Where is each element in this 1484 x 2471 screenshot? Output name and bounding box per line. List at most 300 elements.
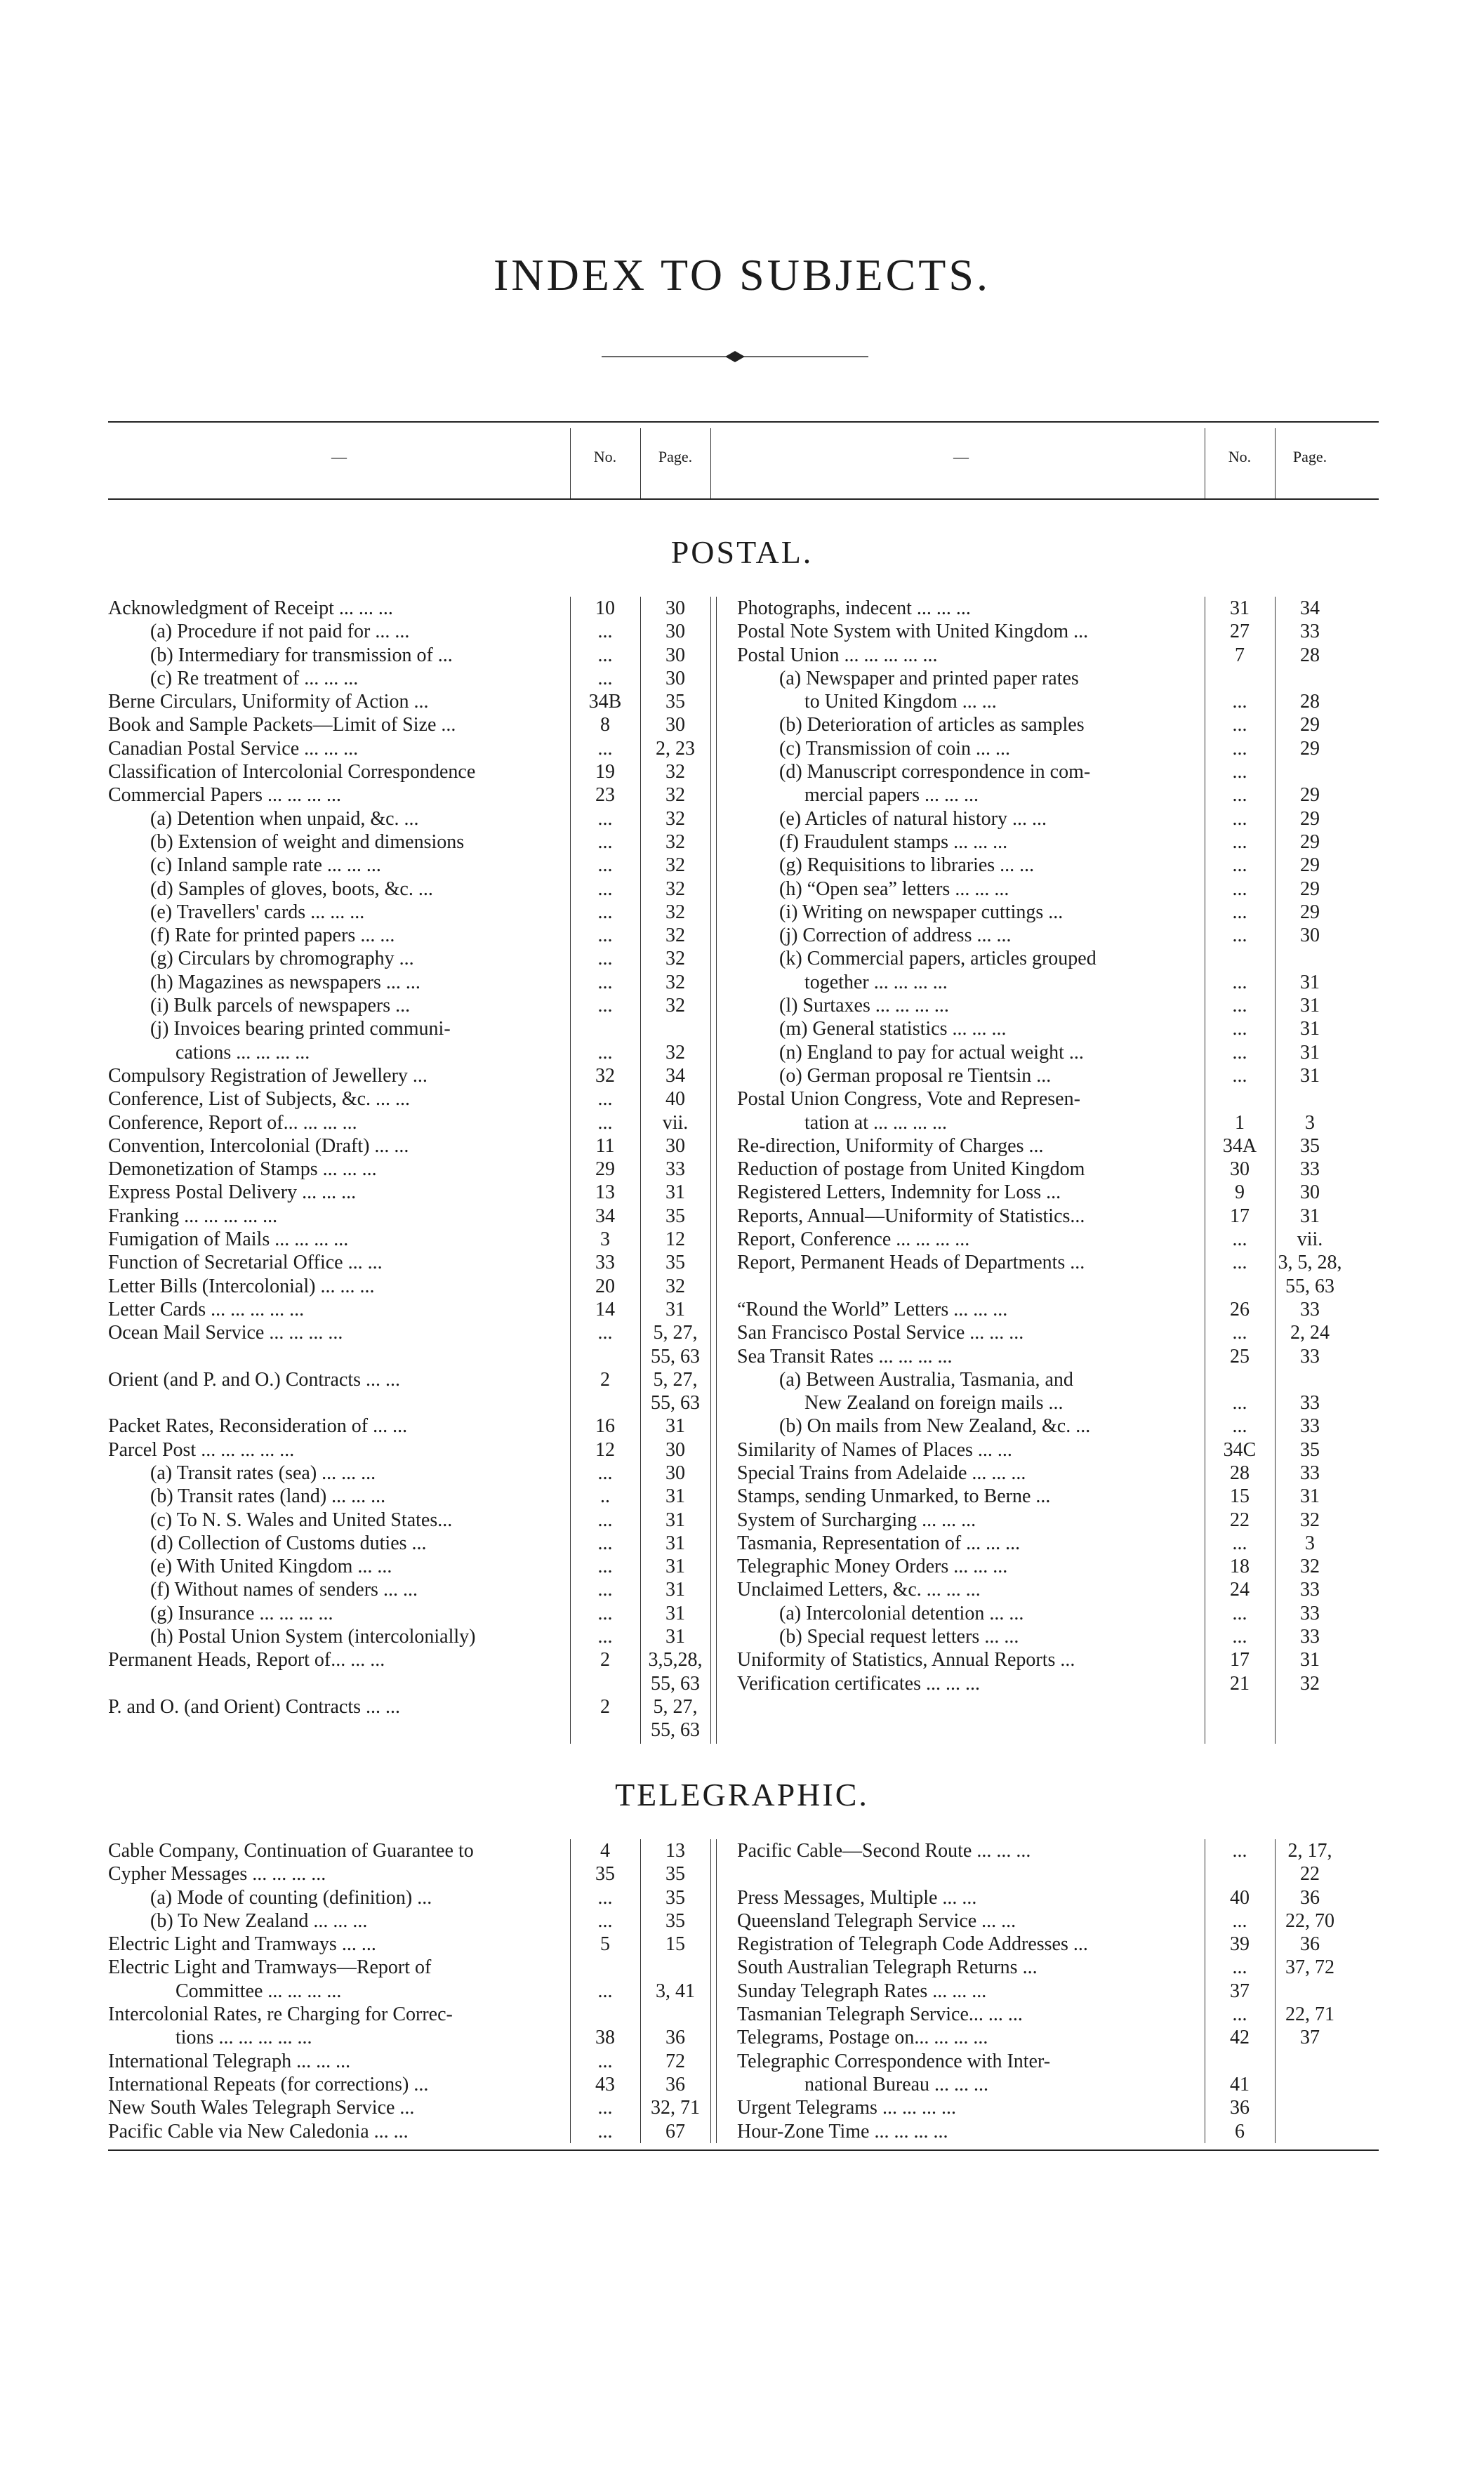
index-entry bbox=[737, 2120, 1341, 2143]
entry-page: 33 bbox=[1300, 1345, 1320, 1367]
index-entry bbox=[108, 1298, 710, 1321]
entry-number: ... bbox=[597, 1532, 613, 1554]
title-ornament bbox=[602, 350, 868, 364]
entry-subject: (e) Travellers' cards ... ... ... bbox=[150, 901, 365, 923]
entry-page: vii. bbox=[1297, 1228, 1323, 1251]
index-entry bbox=[108, 994, 710, 1017]
index-entry bbox=[108, 1251, 710, 1274]
entry-page: 33 bbox=[1300, 1392, 1320, 1415]
entry-number: ... bbox=[1232, 1252, 1247, 1274]
entry-page: 33 bbox=[1300, 621, 1320, 643]
entry-page: 5, 27, bbox=[653, 1695, 698, 1718]
index-entry bbox=[737, 1862, 1341, 1886]
entry-subject: Queensland Telegraph Service ... ... bbox=[737, 1909, 1016, 1932]
entry-subject: (h) Magazines as newspapers ... ... bbox=[150, 971, 420, 993]
index-entry bbox=[737, 1509, 1341, 1532]
index-entry bbox=[737, 1205, 1341, 1228]
entry-subject: Parcel Post ... ... ... ... ... bbox=[108, 1438, 295, 1461]
entry-page: 28 bbox=[1300, 644, 1320, 666]
entry-subject: (e) With United Kingdom ... ... bbox=[150, 1556, 392, 1578]
entry-number: ... bbox=[597, 2120, 613, 2142]
entry-page: 32 bbox=[665, 830, 685, 853]
entry-subject: San Francisco Postal Service ... ... ... bbox=[737, 1322, 1024, 1344]
entry-page: 30 bbox=[665, 644, 685, 666]
entry-number: ... bbox=[597, 1909, 613, 1932]
header-page-left: Page. bbox=[658, 448, 693, 465]
entry-number: 29 bbox=[595, 1158, 615, 1181]
entry-page: 40 bbox=[665, 1088, 685, 1111]
entry-page: 30 bbox=[665, 597, 685, 619]
entry-number: ... bbox=[1232, 1018, 1247, 1040]
entry-page: 2, 17, bbox=[1287, 1840, 1332, 1862]
index-entry bbox=[108, 1134, 710, 1158]
index-entry bbox=[108, 1909, 710, 1933]
entry-subject: (b) To New Zealand ... ... ... bbox=[150, 1909, 368, 1932]
entry-subject: Pacific Cable—Second Route ... ... ... bbox=[737, 1840, 1031, 1862]
entry-page: 31 bbox=[665, 1298, 685, 1320]
postal-right-column bbox=[737, 597, 1341, 1695]
entry-page: 32 bbox=[665, 761, 685, 783]
entry-subject: (h) “Open sea” letters ... ... ... bbox=[779, 877, 1009, 900]
entry-number: ... bbox=[597, 1509, 613, 1531]
entry-subject: Verification certificates ... ... ... bbox=[737, 1672, 980, 1695]
entry-page: 37, 72 bbox=[1285, 1956, 1334, 1979]
entry-page: 31 bbox=[665, 1509, 685, 1531]
entry-number: 14 bbox=[595, 1298, 615, 1320]
entry-number: 16 bbox=[595, 1415, 615, 1438]
index-entry bbox=[108, 1695, 710, 1718]
entry-page: 28 bbox=[1300, 691, 1320, 713]
index-entry bbox=[108, 1956, 710, 1979]
index-entry bbox=[737, 1956, 1341, 1979]
entry-number: ... bbox=[1232, 761, 1247, 783]
entry-page: 31 bbox=[665, 1532, 685, 1554]
entry-page: 31 bbox=[1300, 971, 1320, 993]
entry-number: ... bbox=[597, 667, 613, 689]
entry-number: ... bbox=[1232, 714, 1247, 736]
entry-subject: Postal Note System with United Kingdom ... bbox=[737, 621, 1089, 643]
entry-page: 32 bbox=[665, 1041, 685, 1064]
index-entry bbox=[737, 830, 1341, 854]
entry-subject: Pacific Cable via New Caledonia ... ... bbox=[108, 2120, 409, 2142]
index-entry bbox=[108, 1228, 710, 1251]
entry-subject: International Repeats (for corrections) ... bbox=[108, 2073, 429, 2095]
entry-page: 15 bbox=[665, 1933, 685, 1956]
entry-subject: (b) On mails from New Zealand, &c. ... bbox=[779, 1415, 1091, 1438]
entry-page: 32 bbox=[665, 1275, 685, 1297]
index-entry bbox=[737, 1345, 1341, 1368]
index-entry bbox=[108, 1886, 710, 1909]
entry-number: 11 bbox=[595, 1134, 615, 1157]
entry-number: ... bbox=[1232, 854, 1247, 877]
entry-number: ... bbox=[597, 1041, 613, 1064]
entry-page: 35 bbox=[665, 1252, 685, 1274]
entry-subject: (b) Special request letters ... ... bbox=[779, 1626, 1019, 1648]
entry-subject: (c) Re treatment of ... ... ... bbox=[150, 667, 359, 689]
entry-number: 1 bbox=[1235, 1111, 1245, 1134]
entry-number: 10 bbox=[595, 597, 615, 619]
index-entry bbox=[737, 1462, 1341, 1485]
index-entry bbox=[737, 2050, 1341, 2073]
entry-page: 37 bbox=[1300, 2027, 1320, 2049]
entry-number: ... bbox=[597, 1980, 613, 2002]
header-no-left: No. bbox=[593, 448, 617, 465]
entry-page: 35 bbox=[665, 691, 685, 713]
entry-number: 5 bbox=[600, 1933, 610, 1956]
entry-page: 30 bbox=[665, 714, 685, 736]
entry-page: 36 bbox=[665, 2027, 685, 2049]
entry-number: 36 bbox=[1230, 2097, 1250, 2119]
entry-page: 31 bbox=[1300, 1485, 1320, 1508]
entry-subject: Franking ... ... ... ... ... bbox=[108, 1205, 278, 1227]
entry-subject: Telegraphic Correspondence with Inter- bbox=[737, 2050, 1051, 2072]
bottom-rule bbox=[108, 2149, 1379, 2151]
entry-subject: (e) Articles of natural history ... ... bbox=[779, 807, 1047, 830]
entry-number: 2 bbox=[600, 1649, 610, 1671]
entry-subject: Sea Transit Rates ... ... ... ... bbox=[737, 1345, 953, 1367]
entry-subject: New South Wales Telegraph Service ... bbox=[108, 2097, 415, 2119]
entry-page: 31 bbox=[1300, 1649, 1320, 1671]
entry-page: 31 bbox=[665, 1415, 685, 1438]
entry-subject: (g) Circulars by chromography ... bbox=[150, 948, 414, 970]
entry-number: 34 bbox=[595, 1205, 615, 1227]
entry-page: 31 bbox=[665, 1579, 685, 1601]
index-entry bbox=[108, 1205, 710, 1228]
entry-page: 35 bbox=[1300, 1134, 1320, 1157]
entry-subject: Photographs, indecent ... ... ... bbox=[737, 597, 971, 619]
entry-subject: Compulsory Registration of Jewellery ... bbox=[108, 1064, 428, 1087]
entry-page: 35 bbox=[665, 1886, 685, 1909]
entry-number: ... bbox=[597, 830, 613, 853]
entry-subject: (h) Postal Union System (intercolonially) bbox=[150, 1626, 476, 1648]
entry-subject: national Bureau ... ... ... bbox=[804, 2073, 989, 2095]
index-entry bbox=[108, 1087, 710, 1111]
entry-number: ... bbox=[597, 1886, 613, 1909]
entry-page: 5, 27, bbox=[653, 1322, 698, 1344]
entry-number: ... bbox=[1232, 1064, 1247, 1087]
telegraphic-index-table bbox=[108, 1839, 1379, 2143]
entry-subject: Fumigation of Mails ... ... ... ... bbox=[108, 1228, 349, 1251]
entry-page: 35 bbox=[665, 1205, 685, 1227]
entry-page: 31 bbox=[665, 1626, 685, 1648]
entry-subject: Unclaimed Letters, &c. ... ... ... bbox=[737, 1579, 981, 1601]
entry-number: 4 bbox=[600, 1840, 610, 1862]
index-entry bbox=[737, 1602, 1341, 1625]
entry-page: 29 bbox=[1300, 807, 1320, 830]
entry-subject: (o) German proposal re Tientsin ... bbox=[779, 1064, 1052, 1087]
index-entry bbox=[108, 854, 710, 877]
entry-subject: System of Surcharging ... ... ... bbox=[737, 1509, 976, 1531]
entry-number: 41 bbox=[1230, 2073, 1250, 2095]
index-entry bbox=[737, 737, 1341, 760]
entry-number: 17 bbox=[1230, 1205, 1250, 1227]
index-entry bbox=[737, 1415, 1341, 1438]
entry-page: 30 bbox=[665, 1438, 685, 1461]
index-entry bbox=[108, 1555, 710, 1578]
entry-subject: Convention, Intercolonial (Draft) ... ... bbox=[108, 1134, 409, 1157]
entry-page: 32 bbox=[665, 784, 685, 807]
index-entry bbox=[737, 2026, 1341, 2049]
entry-subject: Similarity of Names of Places ... ... bbox=[737, 1438, 1012, 1461]
entry-number: 2 bbox=[600, 1368, 610, 1391]
entry-subject: Telegrams, Postage on... ... ... ... bbox=[737, 2027, 988, 2049]
index-entry bbox=[737, 1555, 1341, 1578]
entry-page: 34 bbox=[1300, 597, 1320, 619]
entry-number: ... bbox=[597, 1462, 613, 1484]
entry-page: 29 bbox=[1300, 877, 1320, 900]
entry-number: 12 bbox=[595, 1438, 615, 1461]
entry-subject: (d) Manuscript correspondence in com- bbox=[779, 761, 1091, 783]
entry-page: 3, 5, 28, bbox=[1278, 1252, 1342, 1274]
index-entry bbox=[108, 830, 710, 854]
entry-number: ... bbox=[1232, 877, 1247, 900]
entry-subject: Report, Conference ... ... ... ... bbox=[737, 1228, 970, 1251]
entry-subject: Letter Cards ... ... ... ... ... bbox=[108, 1298, 305, 1320]
entry-subject: (a) Procedure if not paid for ... ... bbox=[150, 621, 410, 643]
entry-subject: Hour-Zone Time ... ... ... ... bbox=[737, 2120, 948, 2142]
entry-number: .. bbox=[600, 1485, 610, 1508]
entry-page: 32 bbox=[665, 807, 685, 830]
entry-page: 31 bbox=[665, 1556, 685, 1578]
entry-number: 9 bbox=[1235, 1181, 1245, 1204]
entry-number: 42 bbox=[1230, 2027, 1250, 2049]
index-entry bbox=[108, 1438, 710, 1462]
index-entry bbox=[737, 1368, 1341, 1391]
entry-number: ... bbox=[1232, 1602, 1247, 1624]
entry-page: 2, 24 bbox=[1290, 1322, 1330, 1344]
entry-subject: Registration of Telegraph Code Addresses ... bbox=[737, 1933, 1088, 1956]
entry-page: 31 bbox=[1300, 1205, 1320, 1227]
entry-subject: (a) Transit rates (sea) ... ... ... bbox=[150, 1462, 376, 1484]
entry-number: 26 bbox=[1230, 1298, 1250, 1320]
entry-subject: (c) To N. S. Wales and United States... bbox=[150, 1509, 453, 1531]
entry-number: ... bbox=[1232, 995, 1247, 1017]
entry-page: 22, 70 bbox=[1285, 1909, 1334, 1932]
index-entry bbox=[737, 597, 1341, 620]
entry-subject: (a) Detention when unpaid, &c. ... bbox=[150, 807, 419, 830]
index-entry bbox=[108, 644, 710, 667]
index-entry bbox=[737, 1251, 1341, 1274]
entry-subject: Reduction of postage from United Kingdom bbox=[737, 1158, 1085, 1181]
entry-number: 20 bbox=[595, 1275, 615, 1297]
entry-subject: (d) Collection of Customs duties ... bbox=[150, 1532, 427, 1554]
index-entry bbox=[108, 1718, 710, 1742]
entry-number: 6 bbox=[1235, 2120, 1245, 2142]
entry-number: 35 bbox=[595, 1863, 615, 1886]
entry-subject: Permanent Heads, Report of... ... ... bbox=[108, 1649, 385, 1671]
entry-subject: Cable Company, Continuation of Guarantee to bbox=[108, 1840, 474, 1862]
index-entry bbox=[737, 713, 1341, 736]
entry-subject: Re-direction, Uniformity of Charges ... bbox=[737, 1134, 1044, 1157]
entry-subject: mercial papers ... ... ... bbox=[804, 784, 979, 807]
entry-page: 3,5,28, bbox=[648, 1649, 703, 1671]
entry-number: ... bbox=[1232, 1228, 1247, 1251]
index-entry bbox=[108, 1111, 710, 1134]
entry-page: 5, 27, bbox=[653, 1368, 698, 1391]
entry-number: ... bbox=[597, 2097, 613, 2119]
entry-number: ... bbox=[1232, 691, 1247, 713]
entry-number: ... bbox=[597, 1602, 613, 1624]
entry-page: 55, 63 bbox=[651, 1719, 700, 1742]
entry-subject: (j) Correction of address ... ... bbox=[779, 925, 1012, 947]
entry-page: 72 bbox=[665, 2050, 685, 2072]
entry-number: ... bbox=[1232, 1909, 1247, 1932]
entry-number: 2 bbox=[600, 1695, 610, 1718]
entry-subject: (l) Surtaxes ... ... ... ... bbox=[779, 995, 949, 1017]
entry-number: ... bbox=[1232, 1532, 1247, 1554]
entry-subject: Report, Permanent Heads of Departments ... bbox=[737, 1252, 1085, 1274]
telegraphic-left-column bbox=[108, 1839, 710, 2143]
index-entry bbox=[737, 947, 1341, 970]
entry-page: 31 bbox=[1300, 995, 1320, 1017]
index-entry bbox=[737, 1158, 1341, 1181]
entry-page: 29 bbox=[1300, 901, 1320, 923]
entry-page: 33 bbox=[1300, 1298, 1320, 1320]
index-entry bbox=[108, 1672, 710, 1695]
entry-number: ... bbox=[597, 901, 613, 923]
entry-subject: Conference, Report of... ... ... ... bbox=[108, 1111, 357, 1134]
entry-subject: Registered Letters, Indemnity for Loss ... bbox=[737, 1181, 1061, 1204]
entry-subject: (b) Intermediary for transmission of ... bbox=[150, 644, 453, 666]
index-entry bbox=[108, 1275, 710, 1298]
entry-number: ... bbox=[597, 877, 613, 900]
entry-subject: Intercolonial Rates, re Charging for Correc- bbox=[108, 2003, 453, 2026]
entry-number: 7 bbox=[1235, 644, 1245, 666]
index-entry bbox=[737, 667, 1341, 690]
entry-page: 32 bbox=[665, 948, 685, 970]
entry-subject: Stamps, sending Unmarked, to Berne ... bbox=[737, 1485, 1051, 1508]
entry-number: ... bbox=[597, 1626, 613, 1648]
index-entry bbox=[737, 1391, 1341, 1415]
entry-page: 33 bbox=[665, 1158, 685, 1181]
index-entry bbox=[108, 1578, 710, 1601]
entry-page: 29 bbox=[1300, 737, 1320, 760]
entry-subject: tions ... ... ... ... ... bbox=[175, 2027, 312, 2049]
entry-subject: (f) Without names of senders ... ... bbox=[150, 1579, 418, 1601]
index-entry bbox=[737, 1275, 1341, 1298]
index-entry bbox=[737, 2003, 1341, 2026]
entry-page: 36 bbox=[1300, 1933, 1320, 1956]
entry-page: 32 bbox=[665, 995, 685, 1017]
entry-page: 29 bbox=[1300, 714, 1320, 736]
postal-index-table bbox=[108, 597, 1379, 1744]
entry-subject: P. and O. (and Orient) Contracts ... ... bbox=[108, 1695, 401, 1718]
entry-page: 55, 63 bbox=[651, 1345, 700, 1367]
index-entry bbox=[737, 1980, 1341, 2003]
entry-number: 31 bbox=[1230, 597, 1250, 619]
index-entry bbox=[108, 807, 710, 830]
entry-subject: (a) Between Australia, Tasmania, and bbox=[779, 1368, 1073, 1391]
entry-number: 21 bbox=[1230, 1672, 1250, 1695]
entry-number: 40 bbox=[1230, 1886, 1250, 1909]
entry-number: ... bbox=[597, 737, 613, 760]
entry-page: 30 bbox=[665, 667, 685, 689]
entry-page: 22, 71 bbox=[1285, 2003, 1334, 2026]
index-entry bbox=[737, 877, 1341, 901]
index-entry bbox=[108, 713, 710, 736]
entry-number: ... bbox=[597, 1322, 613, 1344]
index-entry bbox=[737, 1111, 1341, 1134]
entry-page: 35 bbox=[665, 1909, 685, 1932]
index-entry bbox=[108, 783, 710, 807]
entry-subject: Ocean Mail Service ... ... ... ... bbox=[108, 1322, 343, 1344]
entry-number: ... bbox=[597, 807, 613, 830]
entry-number: 34A bbox=[1222, 1134, 1257, 1157]
entry-subject: (a) Newspaper and printed paper rates bbox=[779, 667, 1079, 689]
entry-subject: Letter Bills (Intercolonial) ... ... ... bbox=[108, 1275, 375, 1297]
entry-page: 3 bbox=[1305, 1111, 1315, 1134]
index-entry bbox=[737, 1839, 1341, 1862]
entry-number: ... bbox=[1232, 1626, 1247, 1648]
entry-page: 30 bbox=[665, 1462, 685, 1484]
entry-page: 3 bbox=[1305, 1532, 1315, 1554]
entry-page: 30 bbox=[665, 1134, 685, 1157]
index-entry bbox=[108, 667, 710, 690]
entry-number: ... bbox=[1232, 1840, 1247, 1862]
entry-page: 2, 23 bbox=[656, 737, 695, 760]
entry-page: 12 bbox=[665, 1228, 685, 1251]
index-entry bbox=[737, 1181, 1341, 1204]
index-entry bbox=[737, 1134, 1341, 1158]
entry-subject: Electric Light and Tramways—Report of bbox=[108, 1956, 432, 1979]
entry-subject: Cypher Messages ... ... ... ... bbox=[108, 1863, 326, 1886]
index-entry bbox=[737, 1017, 1341, 1040]
entry-page: 22 bbox=[1300, 1863, 1320, 1886]
index-entry bbox=[737, 2073, 1341, 2096]
entry-number: ... bbox=[597, 925, 613, 947]
entry-subject: Packet Rates, Reconsideration of ... ... bbox=[108, 1415, 408, 1438]
entry-page: 33 bbox=[1300, 1602, 1320, 1624]
index-entry bbox=[737, 1087, 1341, 1111]
entry-page: 30 bbox=[1300, 1181, 1320, 1204]
entry-number: ... bbox=[1232, 1392, 1247, 1415]
entry-number: ... bbox=[597, 1556, 613, 1578]
entry-number: 37 bbox=[1230, 1980, 1250, 2002]
entry-page: 32 bbox=[665, 925, 685, 947]
index-entry bbox=[108, 1368, 710, 1391]
entry-subject: Uniformity of Statistics, Annual Reports ... bbox=[737, 1649, 1075, 1671]
index-entry bbox=[108, 760, 710, 783]
index-entry bbox=[737, 1532, 1341, 1555]
index-entry bbox=[108, 1064, 710, 1087]
entry-subject: Canadian Postal Service ... ... ... bbox=[108, 737, 359, 760]
index-entry bbox=[737, 1648, 1341, 1671]
index-entry bbox=[737, 901, 1341, 924]
entry-subject: Postal Union Congress, Vote and Represen- bbox=[737, 1088, 1080, 1111]
index-entry bbox=[737, 1909, 1341, 1933]
index-entry bbox=[108, 1648, 710, 1671]
entry-subject: Classification of Intercolonial Correspondence bbox=[108, 761, 476, 783]
entry-page: 35 bbox=[665, 1863, 685, 1886]
index-entry bbox=[108, 924, 710, 947]
index-entry bbox=[108, 2050, 710, 2073]
index-entry bbox=[737, 760, 1341, 783]
entry-number: ... bbox=[1232, 971, 1247, 993]
entry-subject: South Australian Telegraph Returns ... bbox=[737, 1956, 1038, 1979]
entry-number: 25 bbox=[1230, 1345, 1250, 1367]
index-entry bbox=[108, 1181, 710, 1204]
entry-page: 55, 63 bbox=[651, 1672, 700, 1695]
index-entry bbox=[108, 2120, 710, 2143]
entry-number: ... bbox=[1232, 2003, 1247, 2026]
header-subject-right: — bbox=[953, 448, 969, 465]
entry-number: ... bbox=[1232, 830, 1247, 853]
index-entry bbox=[108, 1321, 710, 1344]
entry-page: 31 bbox=[665, 1485, 685, 1508]
index-entry bbox=[108, 2096, 710, 2119]
entry-subject: Tasmanian Telegraph Service... ... ... bbox=[737, 2003, 1023, 2026]
entry-page: 32 bbox=[1300, 1672, 1320, 1695]
